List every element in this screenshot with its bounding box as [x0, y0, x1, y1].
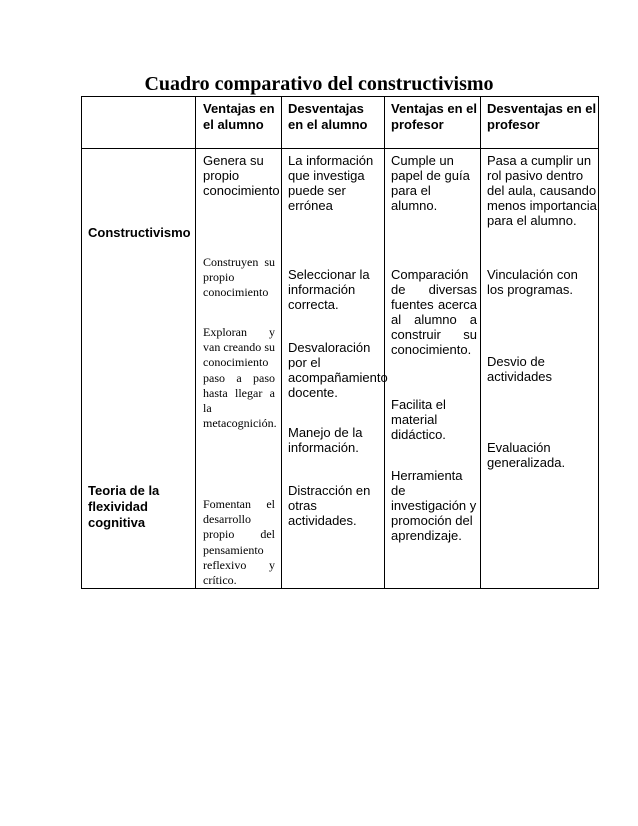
cell-distraccion-actividades: Distracción en otras actividades. — [288, 483, 371, 528]
cell-genera-conocimiento: Genera su propio conocimiento — [203, 153, 280, 198]
cell-seleccionar-informacion: Seleccionar la información correcta. — [288, 267, 370, 312]
cell-desvio-actividades: Desvio de actividades — [487, 354, 553, 384]
cell-herramienta-investigacion: Herramienta de investigación y promoción del aprendizaje. — [391, 468, 477, 543]
cell-comparacion-fuentes: Comparación de diversas fuentes acerca al alumno a construir su conocimiento. — [391, 267, 477, 357]
cell-informacion-erronea: La información que investiga puede ser errónea — [288, 153, 374, 213]
cell-construyen-conocimiento: Construyen su propio conocimiento — [203, 255, 275, 300]
comparison-table — [81, 96, 599, 589]
column-divider — [195, 97, 196, 588]
header-ventajas-alumno: Ventajas en el alumno — [203, 101, 275, 132]
header-divider — [82, 148, 598, 149]
cell-fomentan-pensamiento: Fomentan el desarrollo propio del pensamiento reflexivo y crítico. — [203, 497, 275, 588]
column-divider — [384, 97, 385, 588]
cell-papel-guia: Cumple un papel de guía para el alumno. — [391, 153, 470, 213]
row-label-constructivismo: Constructivismo — [88, 225, 191, 240]
cell-material-didactico: Facilita el material didáctico. — [391, 397, 446, 442]
column-divider — [480, 97, 481, 588]
document-title: Cuadro comparativo del constructivismo — [144, 73, 494, 95]
cell-manejo-informacion: Manejo de la información. — [288, 425, 363, 455]
cell-exploran-conocimiento: Exploran y van creando su conocimiento paso a paso hasta llegar a la metacognición. — [203, 325, 277, 431]
column-divider — [281, 97, 282, 588]
cell-vinculacion-programas: Vinculación con los programas. — [487, 267, 578, 297]
row-label-teoria-flexividad: Teoria de la flexividad cognitiva — [88, 483, 160, 530]
cell-evaluacion-generalizada: Evaluación generalizada. — [487, 440, 566, 470]
header-ventajas-profesor: Ventajas en el profesor — [391, 101, 477, 132]
header-desventajas-profesor: Desventajas en el profesor — [487, 101, 597, 132]
cell-desvaloracion-docente: Desvaloración por el acompañamiento docente. — [288, 340, 388, 400]
cell-rol-pasivo: Pasa a cumplir un rol pasivo dentro del aula, causando menos importancia para el alumno. — [487, 153, 597, 228]
header-desventajas-alumno: Desventajas en el alumno — [288, 101, 368, 132]
